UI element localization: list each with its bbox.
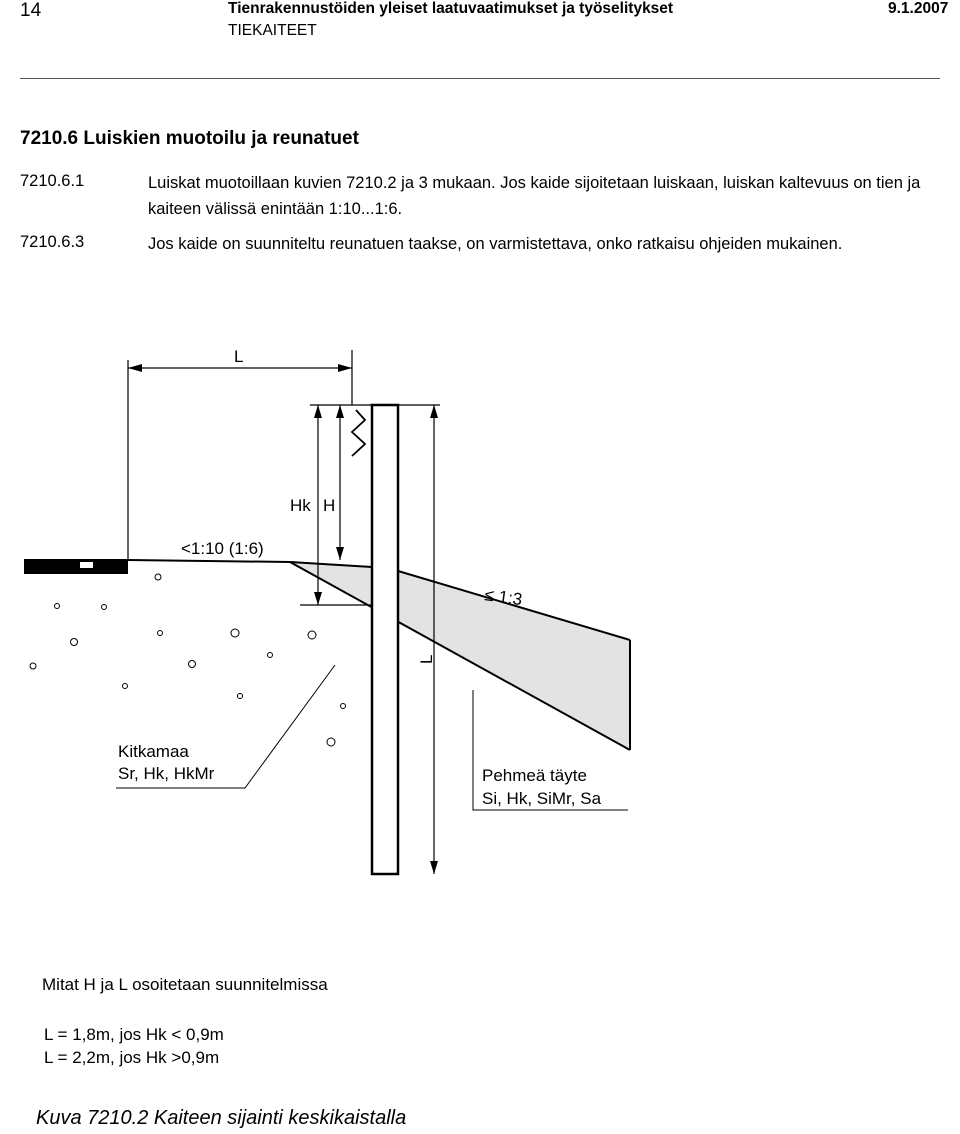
note-line: L = 2,2m, jos Hk >0,9m [44, 1048, 220, 1067]
note-line: L = 1,8m, jos Hk < 0,9m [44, 1025, 224, 1044]
label-pehmea-types: Si, Hk, SiMr, Sa [482, 789, 602, 808]
arrow-head [336, 405, 344, 418]
arrow-head [338, 364, 352, 372]
arrow-head [314, 592, 322, 605]
section-heading: 7210.6 Luiskien muotoilu ja reunatuet [20, 128, 359, 149]
arrow-head [430, 861, 438, 874]
paragraph-text: Jos kaide on suunniteltu reunatuen taakse, on varmistettava, onko ratkaisu ohjeiden mukainen. [148, 235, 843, 253]
label-pehmea: Pehmeä täyte [482, 766, 587, 785]
paragraph-number: 7210.6.3 [20, 233, 85, 251]
header-divider [20, 78, 940, 79]
paragraph-text: Luiskat muotoillaan kuvien 7210.2 ja 3 mukaan. Jos kaide sijoitetaan luiskaan, luiskan kaltevuus on tien ja kaiteen välissä enintään 1:10...1:6. [148, 174, 921, 218]
document-title: Tienrakennustöiden yleiset laatuvaatimukset ja työselitykset [228, 0, 674, 17]
label-kitkamaa-types: Sr, Hk, HkMr [118, 764, 215, 783]
arrow-head [314, 405, 322, 418]
label-Hk: Hk [290, 496, 311, 515]
label-road-slope: <1:10 (1:6) [181, 539, 264, 558]
shoulder-slope-line [128, 560, 290, 562]
document-section-label: TIEKAITEET [228, 22, 317, 39]
label-H: H [323, 496, 336, 515]
arrow-head [336, 547, 344, 560]
road-marking [80, 562, 93, 568]
arrow-head [430, 405, 438, 418]
guardrail-post [372, 405, 398, 874]
label-L-side: L [417, 654, 436, 664]
paragraph-number: 7210.6.1 [20, 172, 85, 190]
guardrail-beam [352, 410, 365, 456]
label-L-top: L [234, 347, 244, 366]
friction-soil-pebbles [30, 574, 346, 746]
document-date: 9.1.2007 [888, 0, 949, 17]
page-number: 14 [20, 0, 42, 21]
note-title: Mitat H ja L osoitetaan suunnitelmissa [42, 975, 328, 994]
label-fill-slope: ≤ 1:3 [483, 585, 524, 610]
figure-caption: Kuva 7210.2 Kaiteen sijainti keskikaistalla [36, 1107, 407, 1129]
guardrail-diagram [0, 300, 700, 1100]
label-kitkamaa: Kitkamaa [118, 742, 189, 761]
arrow-head [128, 364, 142, 372]
road-pavement [24, 559, 128, 574]
